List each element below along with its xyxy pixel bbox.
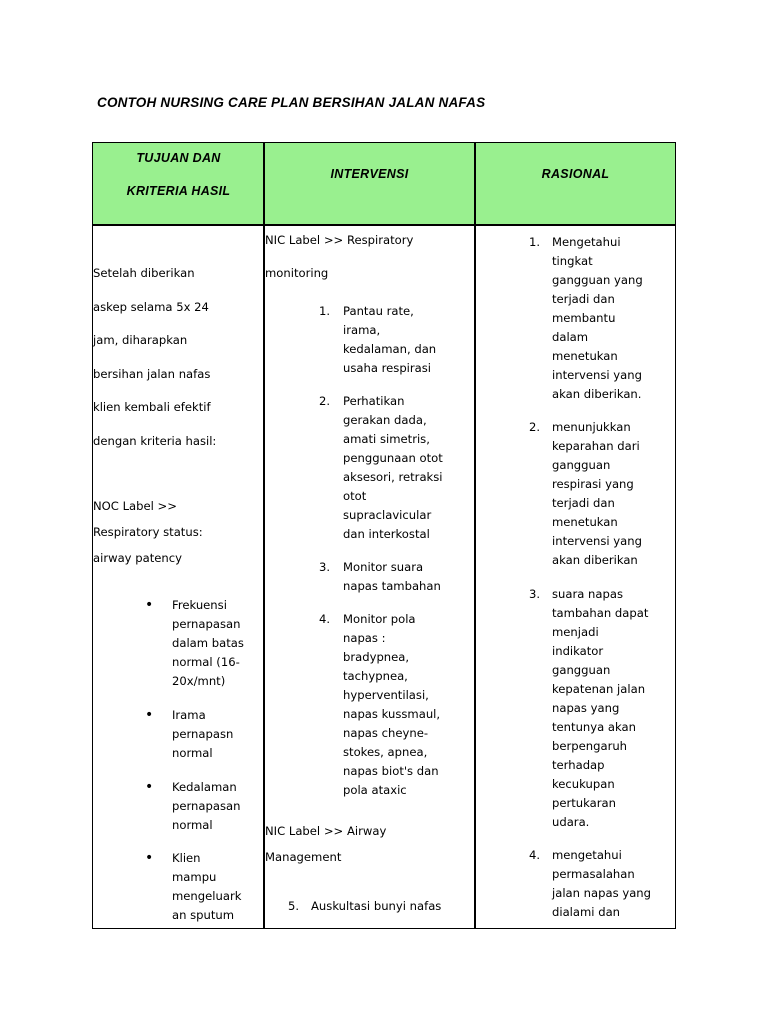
intervention-line: supraclavicular bbox=[343, 508, 432, 522]
intervention-line: bradypnea, bbox=[343, 650, 410, 664]
intervention-line: Pantau rate, bbox=[343, 304, 414, 318]
intervention-line: usaha respirasi bbox=[343, 361, 432, 375]
rationale-line: gangguan yang bbox=[552, 273, 643, 287]
col1-noc-line: airway patency bbox=[93, 551, 182, 565]
intervention-line: napas : bbox=[343, 631, 386, 645]
rationale-line: keparahan dari bbox=[552, 439, 640, 453]
criteria-line: 20x/mnt) bbox=[172, 674, 226, 688]
rationale-line: respirasi yang bbox=[552, 477, 634, 491]
intervention-line: kedalaman, dan bbox=[343, 342, 437, 356]
criteria-line: pernapasan bbox=[172, 799, 241, 813]
intervention-line: penggunaan otot bbox=[343, 451, 443, 465]
intervention-line: napas kussmaul, bbox=[343, 707, 441, 721]
rationale-number: 3. bbox=[529, 587, 541, 601]
col1-intro-line: dengan kriteria hasil: bbox=[93, 434, 217, 448]
rationale-line: menunjukkan bbox=[552, 420, 631, 434]
rationale-line: membantu bbox=[552, 311, 616, 325]
header-cell-rasional bbox=[476, 143, 675, 224]
rationale-line: dialami dan bbox=[552, 905, 621, 919]
header-tujuan-line2: KRITERIA HASIL bbox=[126, 184, 231, 198]
col1-intro-line: jam, diharapkan bbox=[93, 333, 188, 347]
intervention-line: aksesori, retraksi bbox=[343, 470, 443, 484]
col1-noc-line: NOC Label >> bbox=[93, 499, 177, 513]
rationale-number: 1. bbox=[529, 235, 541, 249]
rationale-line: mengetahui bbox=[552, 848, 622, 862]
header-tujuan-line1: TUJUAN DAN bbox=[136, 151, 221, 165]
criteria-line: Irama bbox=[172, 708, 206, 722]
criteria-line: Klien bbox=[172, 851, 201, 865]
nic-label-line: Management bbox=[265, 850, 342, 864]
intervention-number: 1. bbox=[319, 304, 331, 318]
rationale-line: tambahan dapat bbox=[552, 606, 649, 620]
rationale-line: pertukaran bbox=[552, 796, 616, 810]
rationale-line: menjadi bbox=[552, 625, 599, 639]
intervention-line: stokes, apnea, bbox=[343, 745, 428, 759]
nic-label-line: NIC Label >> Respiratory bbox=[265, 233, 414, 247]
criteria-line: an sputum bbox=[172, 908, 235, 922]
intervention-line: otot bbox=[343, 489, 367, 503]
rationale-line: tentunya akan bbox=[552, 720, 636, 734]
header-cell-intervensi bbox=[265, 143, 474, 224]
col1-intro-line: askep selama 5x 24 bbox=[93, 300, 209, 314]
rationale-line: indikator bbox=[552, 644, 604, 658]
rationale-line: Mengetahui bbox=[552, 235, 621, 249]
col1-intro-line: klien kembali efektif bbox=[93, 400, 211, 414]
rationale-line: gangguan bbox=[552, 663, 611, 677]
header-intervensi: INTERVENSI bbox=[330, 167, 409, 181]
rationale-line: intervensi yang bbox=[552, 534, 642, 548]
rationale-line: suara napas bbox=[552, 587, 624, 601]
criteria-line: normal bbox=[172, 818, 213, 832]
intervention-line: Auskultasi bunyi nafas bbox=[311, 899, 442, 913]
intervention-line: Perhatikan bbox=[343, 394, 405, 408]
intervention-line: Monitor pola bbox=[343, 612, 416, 626]
rationale-line: dalam bbox=[552, 330, 589, 344]
rationale-line: menetukan bbox=[552, 515, 618, 529]
rationale-line: akan diberikan. bbox=[552, 387, 642, 401]
intervention-line: tachypnea, bbox=[343, 669, 408, 683]
intervention-line: napas biot's dan bbox=[343, 764, 439, 778]
rationale-line: akan diberikan bbox=[552, 553, 638, 567]
criteria-line: dalam batas bbox=[172, 636, 244, 650]
nic-label-line: NIC Label >> Airway bbox=[265, 824, 387, 838]
intervention-line: napas cheyne- bbox=[343, 726, 429, 740]
criteria-line: mampu bbox=[172, 870, 217, 884]
header-rasional: RASIONAL bbox=[541, 167, 610, 181]
intervention-number: 2. bbox=[319, 394, 331, 408]
column-divider-2 bbox=[474, 143, 476, 928]
col1-intro-line: Setelah diberikan bbox=[93, 266, 195, 280]
bullet-marker: • bbox=[145, 597, 154, 613]
rationale-line: berpengaruh bbox=[552, 739, 628, 753]
rationale-line: tingkat bbox=[552, 254, 593, 268]
rationale-line: intervensi yang bbox=[552, 368, 642, 382]
intervention-line: napas tambahan bbox=[343, 579, 441, 593]
criteria-line: normal (16- bbox=[172, 655, 240, 669]
intervention-number: 4. bbox=[319, 612, 331, 626]
rationale-line: jalan napas yang bbox=[552, 886, 651, 900]
col1-intro-line: bersihan jalan nafas bbox=[93, 367, 211, 381]
rationale-line: terjadi dan bbox=[552, 496, 615, 510]
care-plan-table bbox=[92, 142, 676, 929]
criteria-line: mengeluark bbox=[172, 889, 242, 903]
rationale-line: menetukan bbox=[552, 349, 618, 363]
criteria-line: pernapasan bbox=[172, 617, 241, 631]
rationale-line: terhadap bbox=[552, 758, 605, 772]
rationale-line: terjadi dan bbox=[552, 292, 615, 306]
rationale-line: permasalahan bbox=[552, 867, 635, 881]
intervention-line: hyperventilasi, bbox=[343, 688, 429, 702]
rationale-line: kecukupan bbox=[552, 777, 615, 791]
header-cell-tujuan bbox=[93, 143, 264, 224]
criteria-line: Kedalaman bbox=[172, 780, 237, 794]
document-title: CONTOH NURSING CARE PLAN BERSIHAN JALAN NAFAS bbox=[97, 95, 486, 110]
criteria-line: normal bbox=[172, 746, 213, 760]
intervention-line: amati simetris, bbox=[343, 432, 430, 446]
rationale-number: 4. bbox=[529, 848, 541, 862]
bullet-marker: • bbox=[145, 850, 154, 866]
rationale-number: 2. bbox=[529, 420, 541, 434]
criteria-line: pernapasn bbox=[172, 727, 234, 741]
rationale-line: napas yang bbox=[552, 701, 620, 715]
intervention-line: pola ataxic bbox=[343, 783, 407, 797]
intervention-line: Monitor suara bbox=[343, 560, 424, 574]
rationale-line: gangguan bbox=[552, 458, 611, 472]
nic-label-line: monitoring bbox=[265, 266, 329, 280]
bullet-marker: • bbox=[145, 779, 154, 795]
intervention-number: 5. bbox=[288, 899, 300, 913]
criteria-line: Frekuensi bbox=[172, 598, 227, 612]
col1-noc-line: Respiratory status: bbox=[93, 525, 203, 539]
rationale-line: kepatenan jalan bbox=[552, 682, 646, 696]
intervention-line: gerakan dada, bbox=[343, 413, 427, 427]
intervention-line: dan interkostal bbox=[343, 527, 430, 541]
intervention-line: irama, bbox=[343, 323, 381, 337]
intervention-number: 3. bbox=[319, 560, 331, 574]
rationale-line: udara. bbox=[552, 815, 590, 829]
bullet-marker: • bbox=[145, 707, 154, 723]
